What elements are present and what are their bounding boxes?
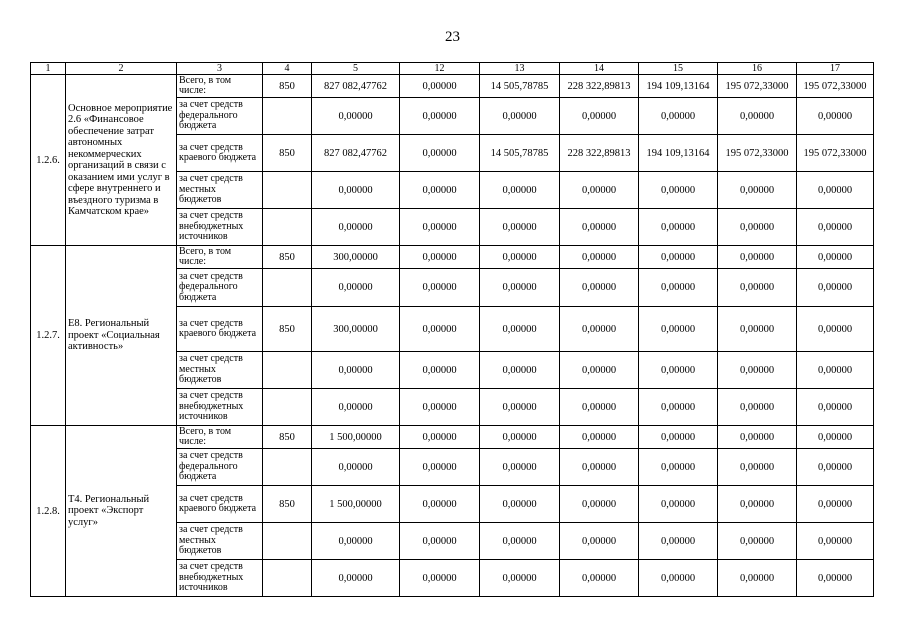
- amount-cell: 0,00000: [400, 560, 480, 597]
- column-header: 4: [263, 63, 312, 75]
- amount-cell: 0,00000: [718, 426, 797, 449]
- table-row: [31, 246, 874, 269]
- funding-source: за счет средств федерального бюджета: [177, 269, 263, 307]
- budget-table: [30, 62, 874, 597]
- amount-cell: 0,00000: [718, 172, 797, 209]
- amount-cell: 0,00000: [639, 269, 718, 307]
- amount-cell: 0,00000: [312, 389, 400, 426]
- amount-cell: 0,00000: [718, 246, 797, 269]
- budget-code-cell: [263, 352, 312, 389]
- amount-cell: 0,00000: [312, 449, 400, 486]
- amount-cell: 0,00000: [480, 98, 560, 135]
- funding-source: за счет средств местных бюджетов: [177, 523, 263, 560]
- amount-cell: 0,00000: [797, 172, 874, 209]
- amount-cell: 0,00000: [639, 449, 718, 486]
- column-header: 14: [560, 63, 639, 75]
- amount-cell: 0,00000: [400, 135, 480, 172]
- amount-cell: 0,00000: [480, 209, 560, 246]
- funding-source: за счет средств краевого бюджета: [177, 135, 263, 172]
- amount-cell: 0,00000: [797, 352, 874, 389]
- amount-cell: 0,00000: [480, 172, 560, 209]
- column-header: 2: [66, 63, 177, 75]
- item-code: 1.2.6.: [31, 75, 66, 246]
- amount-cell: 0,00000: [480, 560, 560, 597]
- amount-cell: 300,00000: [312, 307, 400, 352]
- amount-cell: 0,00000: [560, 246, 639, 269]
- amount-cell: 195 072,33000: [797, 75, 874, 98]
- column-header: 1: [31, 63, 66, 75]
- amount-cell: 228 322,89813: [560, 75, 639, 98]
- funding-source: за счет средств внебюджетных источников: [177, 209, 263, 246]
- amount-cell: 0,00000: [797, 98, 874, 135]
- budget-code-cell: [263, 449, 312, 486]
- amount-cell: 0,00000: [400, 269, 480, 307]
- amount-cell: 0,00000: [560, 449, 639, 486]
- funding-source: за счет средств краевого бюджета: [177, 307, 263, 352]
- column-header: 15: [639, 63, 718, 75]
- amount-cell: 0,00000: [797, 307, 874, 352]
- budget-code-cell: 850: [263, 135, 312, 172]
- budget-code-cell: [263, 389, 312, 426]
- amount-cell: 0,00000: [400, 246, 480, 269]
- amount-cell: 0,00000: [639, 560, 718, 597]
- amount-cell: 0,00000: [560, 523, 639, 560]
- amount-cell: 0,00000: [797, 560, 874, 597]
- budget-code-cell: [263, 523, 312, 560]
- amount-cell: 0,00000: [639, 352, 718, 389]
- amount-cell: 0,00000: [718, 307, 797, 352]
- amount-cell: 0,00000: [400, 209, 480, 246]
- amount-cell: 0,00000: [312, 98, 400, 135]
- amount-cell: 0,00000: [560, 307, 639, 352]
- budget-code-cell: 850: [263, 75, 312, 98]
- funding-source: за счет средств местных бюджетов: [177, 352, 263, 389]
- item-code: 1.2.7.: [31, 246, 66, 426]
- amount-cell: 0,00000: [718, 560, 797, 597]
- amount-cell: 0,00000: [797, 523, 874, 560]
- amount-cell: 194 109,13164: [639, 75, 718, 98]
- item-code: 1.2.8.: [31, 426, 66, 597]
- column-header: 13: [480, 63, 560, 75]
- amount-cell: 0,00000: [312, 560, 400, 597]
- amount-cell: 0,00000: [639, 486, 718, 523]
- amount-cell: 0,00000: [400, 352, 480, 389]
- amount-cell: 194 109,13164: [639, 135, 718, 172]
- amount-cell: 0,00000: [718, 269, 797, 307]
- budget-code-cell: [263, 98, 312, 135]
- column-header: 12: [400, 63, 480, 75]
- funding-source: за счет средств краевого бюджета: [177, 486, 263, 523]
- amount-cell: 1 500,00000: [312, 426, 400, 449]
- budget-code-cell: 850: [263, 307, 312, 352]
- amount-cell: 1 500,00000: [312, 486, 400, 523]
- funding-source: за счет средств федерального бюджета: [177, 98, 263, 135]
- amount-cell: 0,00000: [718, 523, 797, 560]
- budget-code-cell: [263, 269, 312, 307]
- amount-cell: 0,00000: [400, 307, 480, 352]
- amount-cell: 300,00000: [312, 246, 400, 269]
- amount-cell: 0,00000: [400, 426, 480, 449]
- funding-source: Всего, в том числе:: [177, 75, 263, 98]
- amount-cell: 0,00000: [639, 246, 718, 269]
- amount-cell: 0,00000: [797, 449, 874, 486]
- amount-cell: 0,00000: [639, 98, 718, 135]
- table-row: [31, 426, 874, 449]
- funding-source: за счет средств местных бюджетов: [177, 172, 263, 209]
- amount-cell: 0,00000: [480, 486, 560, 523]
- amount-cell: 0,00000: [797, 426, 874, 449]
- amount-cell: 0,00000: [718, 449, 797, 486]
- amount-cell: 0,00000: [797, 269, 874, 307]
- page-number: 23: [445, 29, 460, 45]
- amount-cell: 0,00000: [312, 172, 400, 209]
- budget-code-cell: 850: [263, 486, 312, 523]
- amount-cell: 0,00000: [480, 389, 560, 426]
- amount-cell: 0,00000: [400, 98, 480, 135]
- amount-cell: 0,00000: [560, 560, 639, 597]
- column-header: 16: [718, 63, 797, 75]
- amount-cell: 0,00000: [560, 172, 639, 209]
- funding-source: за счет средств федерального бюджета: [177, 449, 263, 486]
- budget-code-cell: [263, 172, 312, 209]
- table-body: [31, 75, 874, 597]
- amount-cell: 0,00000: [797, 209, 874, 246]
- amount-cell: 228 322,89813: [560, 135, 639, 172]
- amount-cell: 0,00000: [797, 389, 874, 426]
- column-header: 3: [177, 63, 263, 75]
- amount-cell: 0,00000: [560, 98, 639, 135]
- amount-cell: 195 072,33000: [797, 135, 874, 172]
- amount-cell: 0,00000: [639, 523, 718, 560]
- amount-cell: 0,00000: [312, 209, 400, 246]
- amount-cell: 0,00000: [560, 269, 639, 307]
- amount-cell: 0,00000: [400, 172, 480, 209]
- amount-cell: 0,00000: [560, 426, 639, 449]
- amount-cell: 0,00000: [797, 486, 874, 523]
- budget-code-cell: 850: [263, 246, 312, 269]
- amount-cell: 0,00000: [560, 389, 639, 426]
- amount-cell: 0,00000: [718, 389, 797, 426]
- amount-cell: 0,00000: [400, 486, 480, 523]
- item-name: Основное мероприятие 2.6 «Финансовое обеспечение затрат автономных некоммерческих организаций в связи с оказанием ими услуг в сфере внутреннего и въездного туризма в Камчатском крае»: [66, 75, 177, 246]
- amount-cell: 0,00000: [400, 449, 480, 486]
- budget-code-cell: [263, 209, 312, 246]
- amount-cell: 0,00000: [480, 426, 560, 449]
- amount-cell: 14 505,78785: [480, 75, 560, 98]
- amount-cell: 0,00000: [480, 449, 560, 486]
- table-header: [31, 63, 874, 75]
- item-name: Е8. Региональный проект «Социальная активность»: [66, 246, 177, 426]
- amount-cell: 0,00000: [718, 486, 797, 523]
- amount-cell: 0,00000: [400, 523, 480, 560]
- amount-cell: 0,00000: [797, 246, 874, 269]
- amount-cell: 0,00000: [400, 389, 480, 426]
- amount-cell: 0,00000: [480, 246, 560, 269]
- column-header: 5: [312, 63, 400, 75]
- amount-cell: 0,00000: [480, 523, 560, 560]
- table-row: [31, 75, 874, 98]
- amount-cell: 0,00000: [639, 307, 718, 352]
- amount-cell: 827 082,47762: [312, 135, 400, 172]
- amount-cell: 0,00000: [400, 75, 480, 98]
- amount-cell: 0,00000: [560, 486, 639, 523]
- amount-cell: 0,00000: [560, 352, 639, 389]
- amount-cell: 0,00000: [639, 209, 718, 246]
- amount-cell: 14 505,78785: [480, 135, 560, 172]
- amount-cell: 0,00000: [480, 307, 560, 352]
- budget-code-cell: 850: [263, 426, 312, 449]
- amount-cell: 0,00000: [480, 269, 560, 307]
- amount-cell: 0,00000: [639, 389, 718, 426]
- amount-cell: 0,00000: [312, 269, 400, 307]
- amount-cell: 0,00000: [639, 426, 718, 449]
- funding-source: Всего, в том числе:: [177, 246, 263, 269]
- item-name: Т4. Региональный проект «Экспорт услуг»: [66, 426, 177, 597]
- amount-cell: 0,00000: [718, 98, 797, 135]
- header-row: [31, 63, 874, 75]
- amount-cell: 0,00000: [312, 523, 400, 560]
- funding-source: Всего, в том числе:: [177, 426, 263, 449]
- budget-code-cell: [263, 560, 312, 597]
- amount-cell: 827 082,47762: [312, 75, 400, 98]
- amount-cell: 0,00000: [718, 352, 797, 389]
- amount-cell: 0,00000: [718, 209, 797, 246]
- amount-cell: 0,00000: [560, 209, 639, 246]
- column-header: 17: [797, 63, 874, 75]
- amount-cell: 195 072,33000: [718, 75, 797, 98]
- amount-cell: 0,00000: [312, 352, 400, 389]
- amount-cell: 195 072,33000: [718, 135, 797, 172]
- amount-cell: 0,00000: [480, 352, 560, 389]
- funding-source: за счет средств внебюджетных источников: [177, 389, 263, 426]
- amount-cell: 0,00000: [639, 172, 718, 209]
- funding-source: за счет средств внебюджетных источников: [177, 560, 263, 597]
